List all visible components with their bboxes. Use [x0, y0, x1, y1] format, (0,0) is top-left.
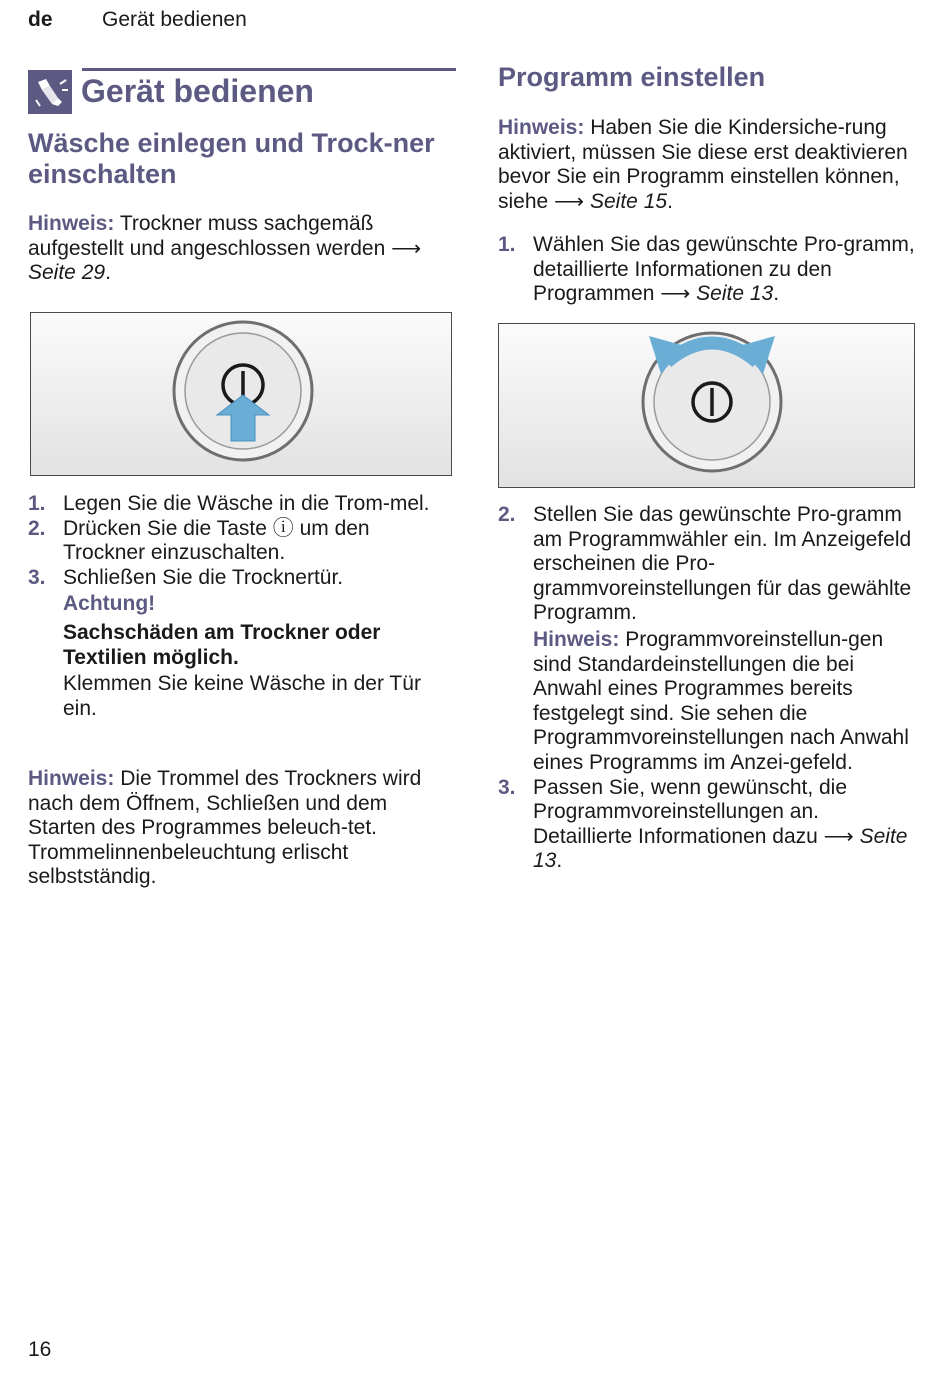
- step-text: Stellen Sie das gewünschte Pro-gramm am Programmwähler ein. Im Anzeigefeld erscheinen die Pro-grammvoreinstellungen für das gewählte Programm.: [533, 503, 912, 625]
- hint-label: Hinweis:: [498, 116, 585, 139]
- step-number: 2.: [498, 503, 516, 526]
- list-item: 2. Drücken Sie die Taste ⓘ um den Trockner einzuschalten.: [28, 516, 370, 565]
- power-symbol-icon: ⓘ: [272, 516, 294, 540]
- section-title-set-program: Programm einstellen: [498, 62, 766, 92]
- list-item: 3. Passen Sie, wenn gewünscht, die Programmvoreinstellungen an. Detaillierte Informationen dazu ⟶ Seite 13.: [498, 775, 908, 873]
- step-text: Passen Sie, wenn gewünscht, die Programmvoreinstellungen an. Detaillierte Informationen dazu: [533, 775, 848, 848]
- list-item: 1. Wählen Sie das gewünschte Pro-gramm, detaillierte Informationen zu den Programmen ⟶ Seite 13.: [498, 233, 915, 306]
- arrow-icon: ⟶: [660, 282, 691, 306]
- page-reference: Seite 29: [28, 261, 106, 285]
- steps-list-left: [28, 492, 456, 721]
- power-button-push-illustration: [30, 312, 452, 476]
- running-title: Gerät bedienen: [102, 8, 247, 31]
- power-dial-rotate-illustration: [498, 323, 915, 488]
- chapter-rule: [82, 68, 456, 71]
- step-text: Wählen Sie das gewünschte Pro-gramm, detaillierte Informationen zu den Programmen: [533, 233, 915, 306]
- hint-text: Haben Sie die Kindersiche-rung aktiviert, müssen Sie diese erst deaktivieren bevor Sie ein Programm einstellen können, siehe: [498, 116, 908, 213]
- steps-list-right-1: [498, 233, 922, 307]
- warning-text: Klemmen Sie keine Wäsche in der Tür ein.: [63, 672, 421, 720]
- page-number: 16: [28, 1338, 52, 1361]
- hint-text: Trockner muss sachgemäß aufgestellt und angeschlossen werden: [28, 212, 392, 260]
- step-number: 1.: [28, 492, 46, 515]
- section-title-load-laundry: Wäsche einlegen und Trock-ner einschalten: [28, 128, 435, 189]
- warning-title: Achtung!: [63, 592, 156, 616]
- hint-text: Die Trommel des Trockners wird nach dem Öffnem, Schließen und dem Starten des Programmes beleuch-tet. Trommelinnenbeleuchtung erlischt selbstständig.: [28, 767, 422, 889]
- steps-list-right-2: [498, 503, 922, 874]
- language-code: de: [28, 8, 53, 31]
- page-header: [28, 8, 247, 32]
- step-number: 1.: [498, 233, 516, 256]
- hint-child-lock: Hinweis: Haben Sie die Kindersiche-rung aktiviert, müssen Sie diese erst deaktivieren bevor Sie ein Programm einstellen können, siehe ⟶ Seite 15.: [498, 116, 908, 213]
- hint-label: Hinweis:: [28, 212, 115, 235]
- hint-drum-light: [28, 767, 456, 890]
- step-text: Schließen Sie die Trocknertür.: [63, 565, 344, 589]
- hint-label: Hinweis:: [28, 767, 115, 790]
- step-number: 3.: [28, 565, 46, 589]
- page-reference: Seite 15: [590, 189, 668, 213]
- arrow-icon: ⟶: [823, 824, 854, 848]
- step-number: 2.: [28, 516, 46, 540]
- arrow-icon: ⟶: [391, 236, 422, 260]
- step-number: 3.: [498, 775, 516, 799]
- hint-label: Hinweis:: [533, 627, 620, 651]
- page-reference: Seite 13: [533, 824, 908, 873]
- hint-installation: Hinweis: Trockner muss sachgemäß aufgestellt und angeschlossen werden ⟶ Seite 29.: [28, 212, 422, 285]
- chapter-title: Gerät bedienen: [81, 73, 314, 109]
- warning-headline: Sachschäden am Trockner oder Textilien möglich.: [63, 620, 381, 669]
- list-item: [28, 492, 456, 517]
- list-item: [498, 503, 922, 776]
- page-reference: Seite 13: [696, 282, 774, 306]
- step-text: Legen Sie die Wäsche in die Trom-mel.: [63, 492, 430, 515]
- hint-text: Programmvoreinstellun-gen sind Standardeinstellungen die bei Anwahl eines Programmes bereits festgelegt sind. Sie sehen die Programmvoreinstellungen nach Anwahl eines Programms im Anzei-gefeld.: [533, 627, 909, 774]
- arrow-icon: ⟶: [554, 189, 585, 213]
- step-hint: [533, 628, 922, 776]
- chapter-operate-icon: [28, 70, 72, 114]
- list-item: [28, 566, 456, 722]
